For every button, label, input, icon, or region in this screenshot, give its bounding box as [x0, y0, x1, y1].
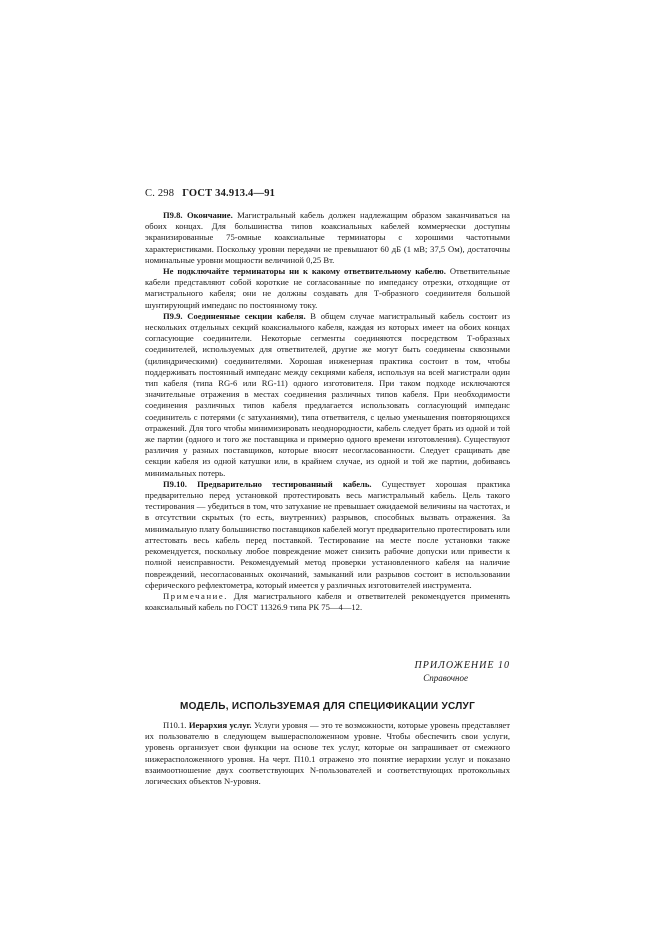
- appendix-text: [145, 720, 510, 787]
- paragraph-p9-9: [145, 311, 510, 479]
- paragraph-p9-10: [145, 479, 510, 591]
- clause-number: П9.9.: [163, 310, 183, 321]
- note-paragraph: [145, 591, 510, 613]
- warning-sentence: Не подключайте терминаторы ни к какому ответвительному кабелю.: [163, 266, 446, 277]
- note-label: Примечание.: [163, 590, 229, 601]
- paragraph-p9-8: [145, 210, 510, 266]
- clause-title: Предварительно тестированный кабель.: [197, 478, 372, 489]
- clause-text: Услуги уровня — это те возможности, которые уровень представляет их пользователю в следующем вышерасположенном уровне. Чтобы обеспечить свои услуги, уровень организует свои функции на основе тех услуг, которые он запрашивает от смежного нижерасположенного уровня. На черт. П10.1 отражено это понятие иерархии услуг и показано взаимоотношение двух соответствующих N-пользователей и соответствующих протокольных логических объектов N-уровня.: [145, 720, 510, 787]
- standard-designation: ГОСТ 34.913.4—91: [182, 188, 276, 199]
- clause-title: Иерархия услуг.: [188, 720, 252, 730]
- note-text: Для магистрального кабеля и ответвителей рекомендуется применять коаксиальный кабель по ГОСТ 11326.9 типа РК 75—4—12.: [145, 590, 510, 613]
- clause-text: Существует хорошая практика предварительно перед установкой протестировать весь магистральный кабель. Цель такого тестирования — убедиться в том, что затухание не превышает ожидаемой величины на частотах, и в отсутствии скрытых (то есть, внутренних) разрывов, способных вызвать отражения. За минимальную плату большинство поставщиков кабелей могут предварительно протестировать или аттестовать весь кабель перед поставкой. Тестирование на месте после установки также рекомендуется, поскольку любое повреждение может снизить рабочие допуски или привести к полной неисправности. Рекомендуемый метод проверки установленного кабеля на наличие повреждений, несогласованных окончаний, замыканий или разрывов состоит в использовании сферического рефлектометра, который имеется у различных изготовителей инструмента.: [145, 478, 511, 590]
- appendix-heading: [145, 659, 510, 685]
- clause-number: П10.1.: [163, 720, 187, 730]
- clause-title: Соединенные секции кабеля.: [187, 310, 306, 321]
- section-title: МОДЕЛЬ, ИСПОЛЬЗУЕМАЯ ДЛЯ СПЕЦИФИКАЦИИ УСЛУГ: [179, 701, 476, 712]
- paragraph-p10-1: [145, 720, 510, 787]
- appendix-subtitle: Справочное: [423, 673, 468, 683]
- page-header: [145, 188, 275, 199]
- appendix-title: ПРИЛОЖЕНИЕ 10: [414, 660, 510, 671]
- clause-text: В общем случае магистральный кабель состоит из нескольких отдельных секций коаксиального кабеля, каждая из которых имеет на обоих концах согласующие соединители. Некоторые сегменты соединяются посредством Т-образных соединителей, используемых для ответвителей, другие же могут быть соединены сквозными (цилиндрическими) соединителями. Хорошая инженерная практика состоит в том, чтобы поддерживать постоянный импеданс между секциями кабеля, используя на всей магистрали один тип кабеля (типа RG-6 или RG-11) одного изготовителя. При таком подходе исключаются значительные отражения в местах соединения различных типов кабеля. При необходимости соединения различных типов кабеля предлагается использовать согласующий импеданс соединитель с потерями (с затуханиями), типа ответвителя, с целью уменьшения повторяющихся отражений. Для того чтобы минимизировать неоднородности, кабель следует брать из одной и той же партии (одного и того же поставщика и примерно одного времени изготовления). Существуют различия у разных поставщиков, которые вносят несогласованности. Следует сращивать две секции кабеля из одной катушки или, в крайнем случае, из одной и той же партии, добиваясь минимальных потерь.: [145, 310, 510, 478]
- main-text: [145, 210, 510, 613]
- clause-text: Ответвительные кабели представляют собой короткие не согласованные по импедансу отрезки, отходящие от магистрального кабеля; они не должны создавать для Т-образного соединителя большой шунтирующий импеданс по постоянному току.: [145, 266, 510, 310]
- page-number: С. 298: [145, 188, 175, 199]
- clause-text: Магистральный кабель должен надлежащим образом заканчиваться на обоих концах. Для большинства типов коаксиальных кабелей коммерчески доступны экранизированные 75-омные коаксиальные терминаторы с хорошими частотными характеристиками. Поскольку уровни передачи не превышают 60 дБ (1 мВ; 37,5 Ом), достаточны номинальные уровни мощности величиной 0,25 Вт.: [145, 210, 510, 265]
- clause-number: П9.8.: [163, 210, 183, 220]
- clause-number: П9.10.: [163, 478, 187, 489]
- paragraph-p9-8-continued: [145, 266, 510, 311]
- clause-title: Окончание.: [186, 210, 233, 220]
